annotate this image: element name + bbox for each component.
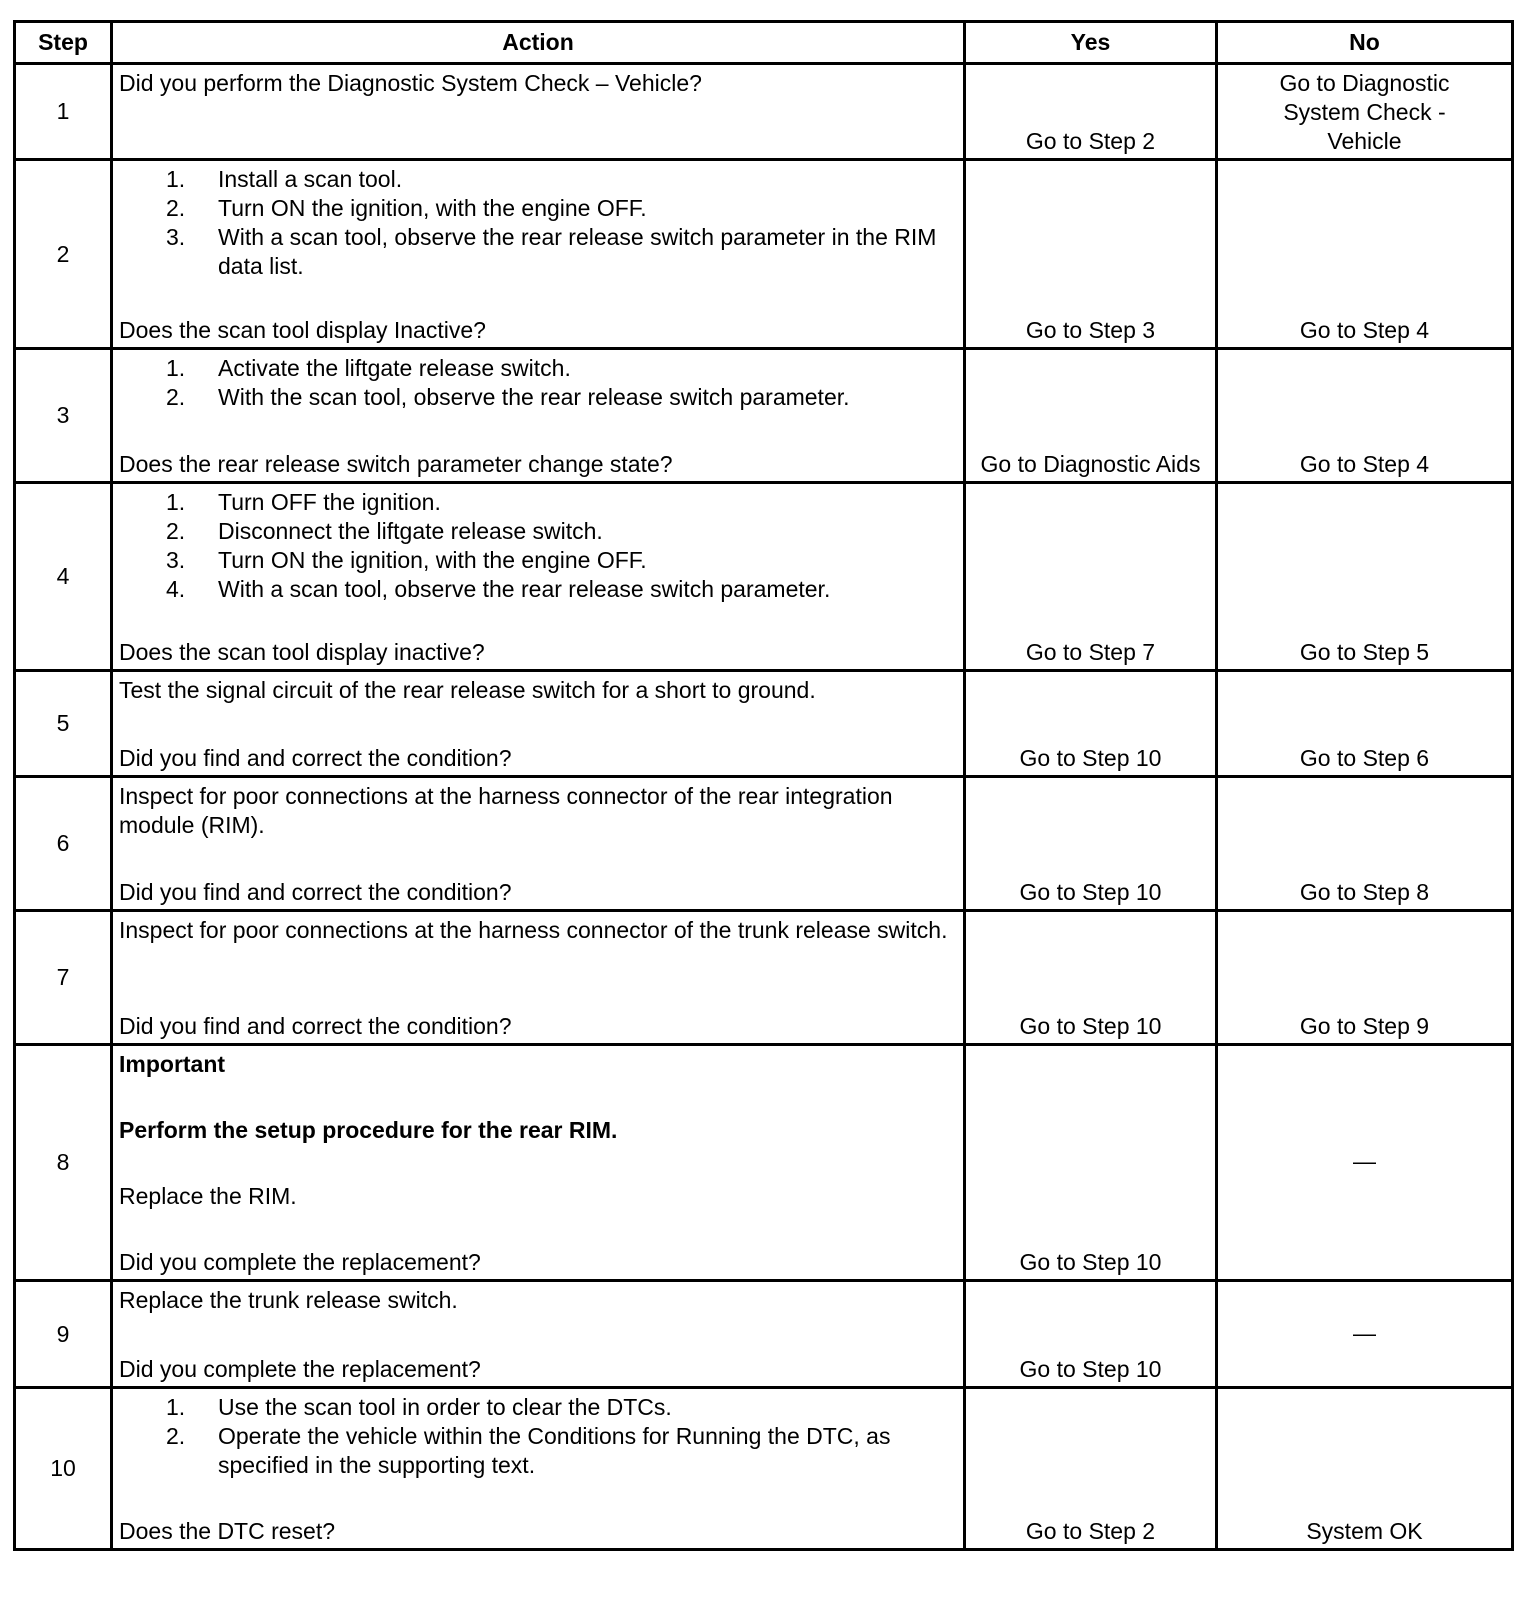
action-text: Replace the trunk release switch. [119, 1287, 458, 1313]
step-number: 5 [15, 671, 112, 777]
list-item [166, 194, 957, 223]
action-question: Did you complete the replacement? [119, 1249, 481, 1275]
list-text: Install a scan tool. [218, 166, 403, 192]
action-cell [112, 160, 965, 349]
table-row [15, 64, 1513, 160]
no-cell: Go to Step 6 [1217, 671, 1513, 777]
list-item [166, 575, 957, 604]
action-text: Inspect for poor connections at the harness connector of the trunk release switch. [119, 917, 948, 943]
list-item [166, 223, 957, 281]
yes-cell: Go to Step 10 [965, 671, 1217, 777]
action-cell [112, 671, 965, 777]
table-row [15, 911, 1513, 1045]
step-number: 3 [15, 349, 112, 483]
table-row [15, 483, 1513, 671]
table-row [15, 671, 1513, 777]
yes-cell: Go to Step 3 [965, 160, 1217, 349]
table-row [15, 777, 1513, 911]
list-number: 2. [166, 195, 186, 221]
list-text: With the scan tool, observe the rear release switch parameter. [218, 384, 850, 410]
action-question: Does the DTC reset? [119, 1518, 336, 1544]
step-number: 2 [15, 160, 112, 349]
list-text: Turn ON the ignition, with the engine OFF. [218, 547, 647, 573]
list-text: Turn ON the ignition, with the engine OFF. [218, 195, 647, 221]
action-question: Does the rear release switch parameter change state? [119, 451, 673, 477]
list-number: 4. [166, 576, 186, 602]
yes-cell: Go to Step 2 [965, 64, 1217, 160]
list-item [166, 517, 957, 546]
list-text: Operate the vehicle within the Conditions for Running the DTC, as specified in the supporting text. [218, 1423, 891, 1478]
yes-cell: Go to Step 10 [965, 1281, 1217, 1388]
action-text: Did you perform the Diagnostic System Check – Vehicle? [119, 70, 702, 96]
list-number: 1. [166, 355, 186, 381]
no-cell: — [1217, 1281, 1513, 1388]
list-item [166, 546, 957, 575]
action-cell [112, 1281, 965, 1388]
yes-cell: Go to Step 10 [965, 911, 1217, 1045]
yes-cell: Go to Diagnostic Aids [965, 349, 1217, 483]
step-number: 7 [15, 911, 112, 1045]
action-text: Replace the RIM. [119, 1183, 297, 1209]
diagnostic-table [13, 20, 1514, 1551]
action-question: Did you complete the replacement? [119, 1356, 481, 1382]
list-item [166, 488, 957, 517]
action-list [119, 488, 957, 604]
no-cell: Go to Step 5 [1217, 483, 1513, 671]
list-item [166, 1422, 957, 1480]
important-label: Important [119, 1051, 226, 1077]
list-number: 1. [166, 489, 186, 515]
list-item [166, 165, 957, 194]
action-cell [112, 1045, 965, 1281]
action-cell [112, 349, 965, 483]
step-number: 4 [15, 483, 112, 671]
action-question: Did you find and correct the condition? [119, 1013, 512, 1039]
list-number: 3. [166, 224, 186, 250]
step-number: 6 [15, 777, 112, 911]
action-question: Does the scan tool display inactive? [119, 639, 485, 665]
list-number: 2. [166, 384, 186, 410]
action-list [119, 165, 957, 281]
no-cell: Go to Step 4 [1217, 160, 1513, 349]
list-text: Use the scan tool in order to clear the DTCs. [218, 1394, 672, 1420]
no-cell: System OK [1217, 1388, 1513, 1550]
list-text: Disconnect the liftgate release switch. [218, 518, 603, 544]
table-row [15, 160, 1513, 349]
table-row [15, 1388, 1513, 1550]
header-action: Action [112, 22, 965, 64]
header-step: Step [15, 22, 112, 64]
list-text: Activate the liftgate release switch. [218, 355, 571, 381]
action-cell [112, 911, 965, 1045]
no-cell: — [1217, 1045, 1513, 1281]
action-cell [112, 777, 965, 911]
list-number: 3. [166, 547, 186, 573]
list-number: 2. [166, 518, 186, 544]
list-item [166, 1393, 957, 1422]
important-text: Perform the setup procedure for the rear RIM. [119, 1117, 618, 1143]
list-number: 1. [166, 1394, 186, 1420]
header-row [15, 22, 1513, 64]
action-cell [112, 64, 965, 160]
action-question: Did you find and correct the condition? [119, 745, 512, 771]
list-number: 2. [166, 1423, 186, 1449]
yes-cell: Go to Step 10 [965, 777, 1217, 911]
no-cell: Go to Diagnostic System Check - Vehicle [1217, 64, 1513, 160]
yes-cell: Go to Step 2 [965, 1388, 1217, 1550]
action-text: Test the signal circuit of the rear release switch for a short to ground. [119, 677, 816, 703]
list-item [166, 383, 957, 412]
no-cell: Go to Step 8 [1217, 777, 1513, 911]
step-number: 9 [15, 1281, 112, 1388]
action-question: Does the scan tool display Inactive? [119, 317, 486, 343]
no-cell: Go to Step 9 [1217, 911, 1513, 1045]
action-text: Inspect for poor connections at the harness connector of the rear integration module (RIM). [119, 783, 893, 838]
list-text: Turn OFF the ignition. [218, 489, 441, 515]
step-number: 10 [15, 1388, 112, 1550]
list-number: 1. [166, 166, 186, 192]
no-cell: Go to Step 4 [1217, 349, 1513, 483]
yes-cell: Go to Step 7 [965, 483, 1217, 671]
list-text: With a scan tool, observe the rear release switch parameter. [218, 576, 831, 602]
step-number: 8 [15, 1045, 112, 1281]
yes-cell: Go to Step 10 [965, 1045, 1217, 1281]
list-text: With a scan tool, observe the rear release switch parameter in the RIM data list. [218, 224, 937, 279]
action-cell [112, 483, 965, 671]
action-list [119, 1393, 957, 1480]
table-row [15, 1045, 1513, 1281]
table-row [15, 1281, 1513, 1388]
action-question: Did you find and correct the condition? [119, 879, 512, 905]
table-row [15, 349, 1513, 483]
step-number: 1 [15, 64, 112, 160]
action-list [119, 354, 957, 412]
header-no: No [1217, 22, 1513, 64]
list-item [166, 354, 957, 383]
action-cell [112, 1388, 965, 1550]
header-yes: Yes [965, 22, 1217, 64]
